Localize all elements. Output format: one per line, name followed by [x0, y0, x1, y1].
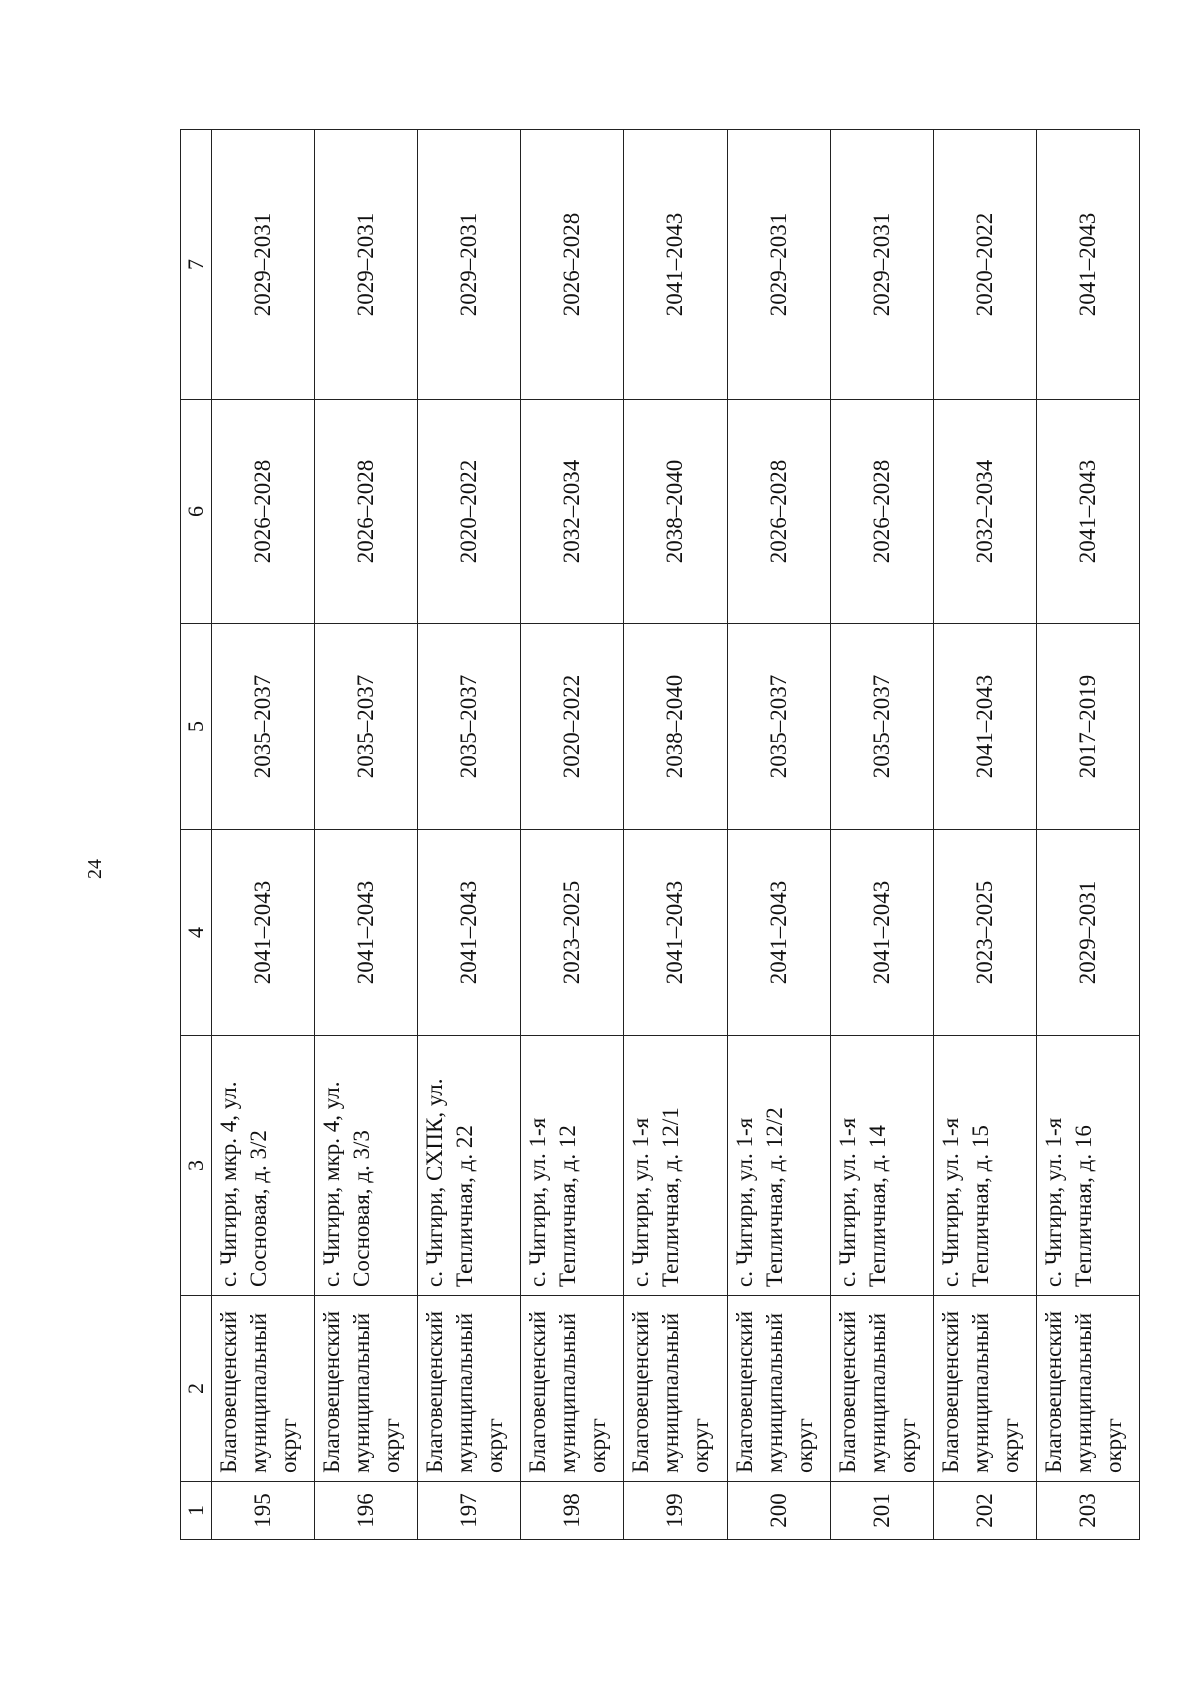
- district-cell: Благовещенский муниципальный округ: [1036, 1296, 1139, 1482]
- row-number: 197: [418, 1482, 521, 1540]
- period-cell-5: 2035–2037: [830, 624, 933, 830]
- row-number: 203: [1036, 1482, 1139, 1540]
- row-number: 196: [315, 1482, 418, 1540]
- address-cell: с. Чигири, ул. 1-я Тепличная, д. 12: [521, 1036, 624, 1296]
- table-row: [830, 130, 933, 1540]
- district-cell: Благовещенский муниципальный округ: [521, 1296, 624, 1482]
- rotated-table-container: [180, 130, 1140, 1540]
- period-cell-6: 2041–2043: [1036, 400, 1139, 624]
- row-number: 200: [727, 1482, 830, 1540]
- period-cell-4: 2029–2031: [1036, 830, 1139, 1036]
- table-row: [521, 130, 624, 1540]
- table-row: [315, 130, 418, 1540]
- period-cell-4: 2041–2043: [212, 830, 315, 1036]
- table-row: [1036, 130, 1139, 1540]
- header-row: [181, 130, 212, 1540]
- period-cell-5: 2038–2040: [624, 624, 727, 830]
- period-cell-4: 2041–2043: [418, 830, 521, 1036]
- table-row: [212, 130, 315, 1540]
- header-cell-3: 3: [181, 1036, 212, 1296]
- table-row: [727, 130, 830, 1540]
- period-cell-5: 2035–2037: [727, 624, 830, 830]
- header-cell-7: 7: [181, 130, 212, 400]
- header-cell-4: 4: [181, 830, 212, 1036]
- district-cell: Благовещенский муниципальный округ: [418, 1296, 521, 1482]
- period-cell-6: 2038–2040: [624, 400, 727, 624]
- table-row: [933, 130, 1036, 1540]
- period-cell-6: 2032–2034: [933, 400, 1036, 624]
- header-cell-6: 6: [181, 400, 212, 624]
- district-cell: Благовещенский муниципальный округ: [624, 1296, 727, 1482]
- period-cell-5: 2035–2037: [418, 624, 521, 830]
- row-number: 198: [521, 1482, 624, 1540]
- period-cell-7: 2029–2031: [315, 130, 418, 400]
- period-cell-7: 2041–2043: [624, 130, 727, 400]
- row-number: 195: [212, 1482, 315, 1540]
- address-cell: с. Чигири, мкр. 4, ул. Сосновая, д. 3/2: [212, 1036, 315, 1296]
- address-cell: с. Чигири, мкр. 4, ул. Сосновая, д. 3/3: [315, 1036, 418, 1296]
- row-number: 202: [933, 1482, 1036, 1540]
- district-cell: Благовещенский муниципальный округ: [830, 1296, 933, 1482]
- period-cell-4: 2041–2043: [727, 830, 830, 1036]
- period-cell-6: 2026–2028: [315, 400, 418, 624]
- period-cell-4: 2023–2025: [933, 830, 1036, 1036]
- period-cell-5: 2020–2022: [521, 624, 624, 830]
- schedule-table: [180, 129, 1140, 1540]
- address-cell: с. Чигири, СХПК, ул. Тепличная, д. 22: [418, 1036, 521, 1296]
- period-cell-7: 2041–2043: [1036, 130, 1139, 400]
- period-cell-6: 2026–2028: [727, 400, 830, 624]
- address-cell: с. Чигири, ул. 1-я Тепличная, д. 12/1: [624, 1036, 727, 1296]
- district-cell: Благовещенский муниципальный округ: [727, 1296, 830, 1482]
- period-cell-5: 2035–2037: [315, 624, 418, 830]
- period-cell-7: 2029–2031: [418, 130, 521, 400]
- period-cell-7: 2029–2031: [212, 130, 315, 400]
- period-cell-4: 2041–2043: [830, 830, 933, 1036]
- row-number: 201: [830, 1482, 933, 1540]
- address-cell: с. Чигири, ул. 1-я Тепличная, д. 14: [830, 1036, 933, 1296]
- period-cell-5: 2017–2019: [1036, 624, 1139, 830]
- address-cell: с. Чигири, ул. 1-я Тепличная, д. 15: [933, 1036, 1036, 1296]
- period-cell-4: 2041–2043: [624, 830, 727, 1036]
- district-cell: Благовещенский муниципальный округ: [933, 1296, 1036, 1482]
- period-cell-4: 2023–2025: [521, 830, 624, 1036]
- period-cell-6: 2020–2022: [418, 400, 521, 624]
- period-cell-7: 2029–2031: [727, 130, 830, 400]
- district-cell: Благовещенский муниципальный округ: [212, 1296, 315, 1482]
- row-number: 199: [624, 1482, 727, 1540]
- address-cell: с. Чигири, ул. 1-я Тепличная, д. 12/2: [727, 1036, 830, 1296]
- period-cell-4: 2041–2043: [315, 830, 418, 1036]
- period-cell-6: 2026–2028: [830, 400, 933, 624]
- page-number: 24: [84, 859, 106, 879]
- header-cell-2: 2: [181, 1296, 212, 1482]
- period-cell-7: 2029–2031: [830, 130, 933, 400]
- period-cell-7: 2026–2028: [521, 130, 624, 400]
- period-cell-5: 2041–2043: [933, 624, 1036, 830]
- district-cell: Благовещенский муниципальный округ: [315, 1296, 418, 1482]
- period-cell-7: 2020–2022: [933, 130, 1036, 400]
- period-cell-6: 2026–2028: [212, 400, 315, 624]
- header-cell-5: 5: [181, 624, 212, 830]
- period-cell-5: 2035–2037: [212, 624, 315, 830]
- header-cell-1: 1: [181, 1482, 212, 1540]
- period-cell-6: 2032–2034: [521, 400, 624, 624]
- table-row: [418, 130, 521, 1540]
- address-cell: с. Чигири, ул. 1-я Тепличная, д. 16: [1036, 1036, 1139, 1296]
- table-row: [624, 130, 727, 1540]
